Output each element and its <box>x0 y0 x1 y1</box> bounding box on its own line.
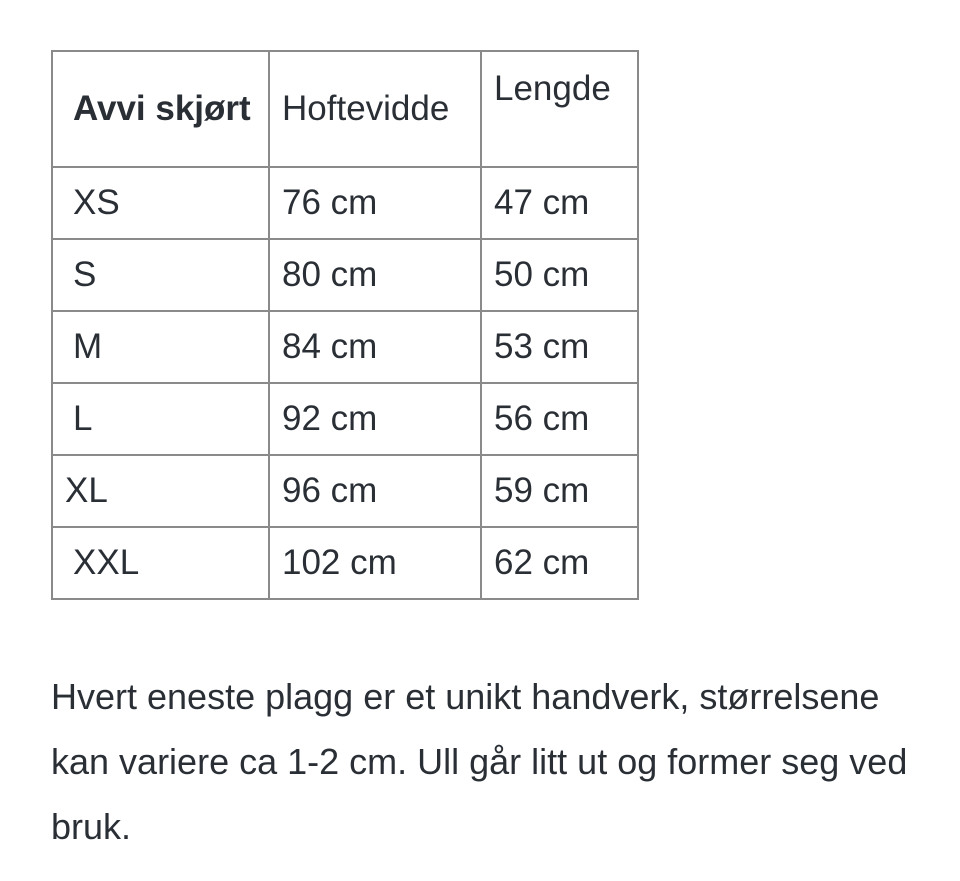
cell-hip-width: 96 cm <box>269 455 481 527</box>
cell-length: 59 cm <box>481 455 638 527</box>
cell-length: 62 cm <box>481 527 638 599</box>
table-header-row <box>52 51 638 167</box>
cell-hip-width: 92 cm <box>269 383 481 455</box>
table-row <box>52 239 638 311</box>
header-length: Lengde <box>481 51 638 167</box>
cell-size: M <box>52 311 269 383</box>
cell-size: L <box>52 383 269 455</box>
cell-hip-width: 102 cm <box>269 527 481 599</box>
cell-length: 53 cm <box>481 311 638 383</box>
cell-size: S <box>52 239 269 311</box>
cell-size: XS <box>52 167 269 239</box>
table-row <box>52 383 638 455</box>
header-hip-width: Hoftevidde <box>269 51 481 167</box>
cell-hip-width: 84 cm <box>269 311 481 383</box>
table-row <box>52 311 638 383</box>
cell-size: XL <box>52 455 269 527</box>
header-size: Avvi skjørt <box>52 51 269 167</box>
table-row <box>52 455 638 527</box>
table-row <box>52 527 638 599</box>
cell-length: 50 cm <box>481 239 638 311</box>
cell-hip-width: 76 cm <box>269 167 481 239</box>
cell-size: XXL <box>52 527 269 599</box>
size-chart-table <box>51 50 639 600</box>
cell-length: 56 cm <box>481 383 638 455</box>
cell-length: 47 cm <box>481 167 638 239</box>
size-variation-note: Hvert eneste plagg er et unikt handverk, størrelsene kan variere ca 1-2 cm. Ull går litt ut og former seg ved bruk. <box>51 676 908 847</box>
table-row <box>52 167 638 239</box>
cell-hip-width: 80 cm <box>269 239 481 311</box>
